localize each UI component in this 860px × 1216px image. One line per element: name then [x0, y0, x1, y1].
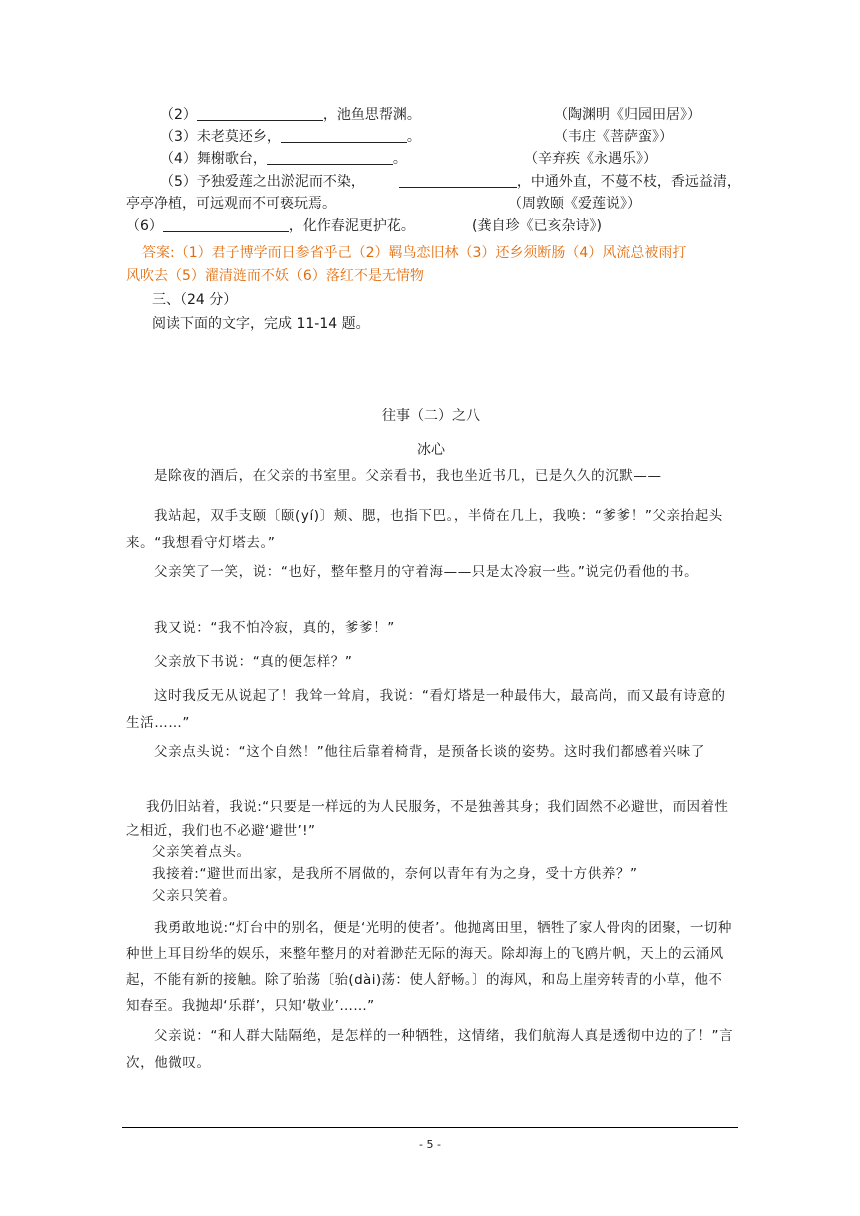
- poem-source: （陶渊明《归园田居》）: [554, 107, 701, 123]
- poem-source: （韦庄《菩萨蛮》）: [554, 129, 673, 145]
- poetry-line-5: [160, 172, 741, 192]
- article-title: 往事（二）之八: [382, 408, 480, 424]
- article-paragraph-9: 父亲笑着点头。: [152, 844, 251, 860]
- article-paragraph-13: 父亲说：“和人群大陆隔绝，是怎样的一种牺牲，这情绪，我们航海人真是透彻中边的了！”言次，他微叹。: [126, 1028, 734, 1071]
- item-number: （4）: [160, 151, 197, 167]
- poetry-line-2: [160, 105, 421, 125]
- page-number: - 5 -: [419, 1138, 441, 1151]
- footer-divider: [122, 1127, 738, 1128]
- poem-text: 。: [392, 151, 407, 167]
- answer-blank: [281, 128, 407, 143]
- article-paragraph-4: 我又说：“我不怕冷寂，真的，爹爹！”: [154, 620, 395, 636]
- poem-text: ，化作春泥更护花。: [288, 218, 415, 234]
- article-paragraph-10: 我接着:“避世而出家，是我所不屑做的，奈何以青年有为之身，受十方供养？”: [152, 866, 638, 882]
- answer-blank: [163, 217, 289, 232]
- item-number: （6）: [126, 218, 163, 234]
- item-number: （3）: [160, 129, 197, 145]
- item-number: （5）: [160, 174, 197, 190]
- item-number: （2）: [160, 107, 197, 123]
- poem-source: （辛弃疾《永遇乐》）: [524, 151, 657, 167]
- poetry-line-4: [160, 149, 407, 169]
- article-paragraph-8: 我仍旧站着，我说:“只要是一样远的为人民服务，不是独善其身；我们固然不必避世，而因着性之相近，我们也不必避‘避世’!”: [126, 799, 729, 839]
- article-paragraph-7: 父亲点头说：“这个自然！”他往后靠着椅背，是预备长谈的姿势。这时我们都感着兴味了: [154, 744, 705, 760]
- section-instruction: 阅读下面的文字，完成 11-14 题。: [152, 316, 370, 332]
- poem-source: (龚自珍《已亥杂诗》): [472, 218, 602, 234]
- poetry-line-3: [160, 127, 421, 147]
- poetry-line-6: [126, 216, 415, 236]
- article-paragraph-6: 这时我反无从说起了！我耸一耸肩，我说：“看灯塔是一种最伟大，最高尚，而又最有诗意的生活……”: [126, 688, 726, 731]
- poem-text: ，池鱼思帮渊。: [322, 107, 421, 123]
- answer-blank: [399, 173, 517, 188]
- article-paragraph-1: 是除夜的酒后，在父亲的书室里。父亲看书，我也坐近书几，已是久久的沉默——: [154, 468, 662, 484]
- article-paragraph-12: 我勇敢地说:“灯台中的别名，便是‘光明的使者’。他抛离田里，牺牲了家人骨肉的团聚，一切种种世上耳目纷华的娱乐，来整年整月的对着渺茫无际的海天。除却海上的飞鸥片帆，天上的云涌风起，不能有新的接触。除了骀荡〔骀(dài)荡：使人舒畅。〕的海风，和岛上崖旁转青的小草，他不知春至。我抛却‘乐群’，只知‘敬业’……”: [126, 920, 732, 1014]
- poem-source: （周敦颐《爱莲说》）: [508, 196, 641, 212]
- poem-text-continued: 亭亭净植，可远观而不可亵玩焉。: [126, 196, 336, 212]
- answer-blank: [197, 106, 323, 121]
- article-paragraph-2: 我站起，双手支颐〔颐(yí)〕颊、腮，也指下巴。，半倚在几上，我唤：“爹爹！”父亲抬起头来。“我想看守灯塔去。”: [126, 508, 723, 551]
- answer-key-line-2: 风吹去（5）濯清涟而不妖（6）落红不是无情物: [126, 268, 424, 284]
- answer-blank: [267, 150, 393, 165]
- poem-text: 未老莫还乡，: [196, 129, 281, 145]
- poem-text: ，中通外直，不蔓不枝，香远益清，: [516, 174, 741, 190]
- poem-text: 舞榭歌台，: [196, 151, 267, 167]
- article-paragraph-11: 父亲只笑着。: [152, 888, 237, 904]
- poem-text: 。: [406, 129, 421, 145]
- article-paragraph-5: 父亲放下书说：“真的便怎样？”: [154, 654, 353, 670]
- article-author: 冰心: [417, 442, 445, 458]
- poem-text: 予独爱莲之出淤泥而不染，: [196, 174, 365, 190]
- article-paragraph-3: 父亲笑了一笑，说：“也好，整年整月的守着海——只是太冷寂一些。”说完仍看他的书。: [154, 564, 699, 580]
- section-heading: 三、（24 分）: [152, 292, 238, 308]
- answer-key-line-1: 答案:（1）君子博学而日参省乎己（2）羁鸟恋旧林（3）还乡须断肠（4）风流总被雨打: [142, 245, 687, 261]
